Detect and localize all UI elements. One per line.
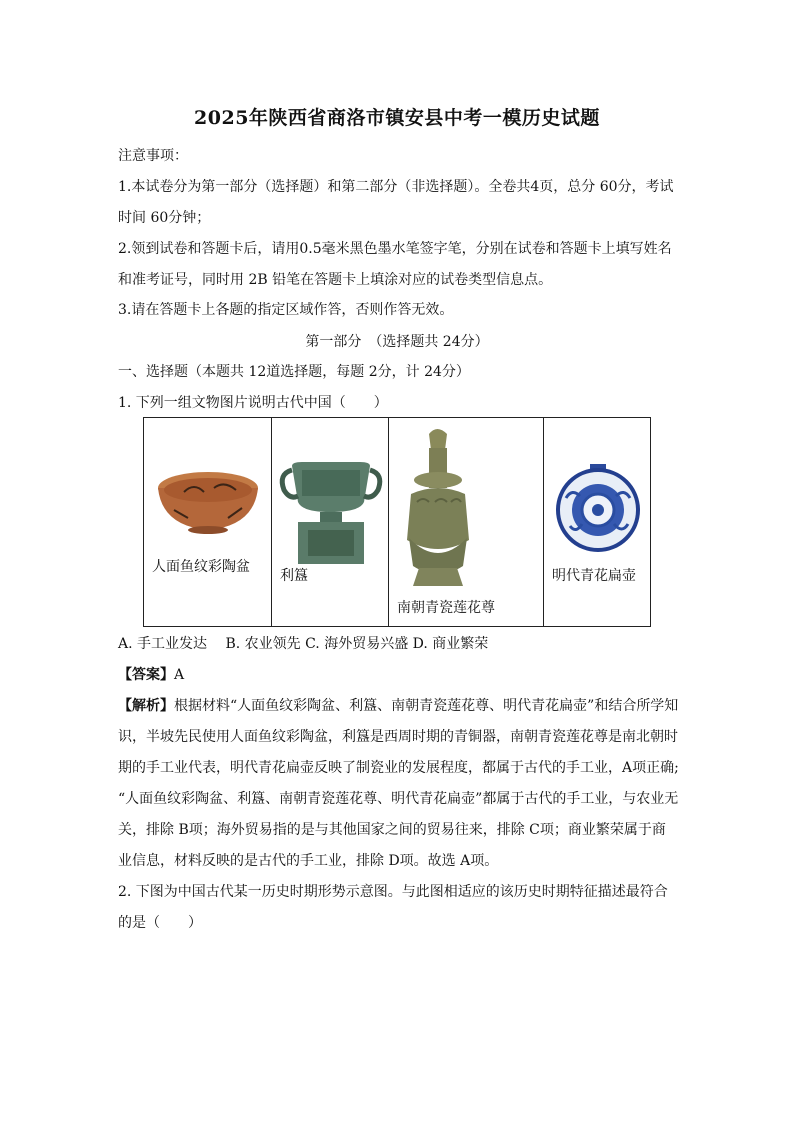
notice-item-2: 2.领到试卷和答题卡后，请用0.5毫米黑色墨水笔签字笔，分别在试卷和答题卡上填写姓名 xyxy=(118,241,672,257)
answer-label: 【答案】 xyxy=(118,667,174,683)
artifact-cell-zun xyxy=(389,418,544,627)
analysis-line-1 xyxy=(118,696,678,716)
analysis-line-5: 关，排除 B项；海外贸易指的是与其他国家之间的贸易往来，排除 C项；商业繁荣属于商 xyxy=(118,822,666,838)
notice-heading: 注意事项： xyxy=(118,148,188,164)
question-2-stem: 2. 下图为中国古代某一历史时期形势示意图。与此图相适应的该历史时期特征描述最符合 xyxy=(118,884,668,900)
analysis-line-3: 期的手工业代表，明代青花扁壶反映了制瓷业的发展程度，都属于古代的手工业，A项正确; xyxy=(118,760,679,776)
analysis-text: 根据材料“人面鱼纹彩陶盆、利簋、南朝青瓷莲花尊、明代青花扁壶”和结合所学知 xyxy=(174,698,679,714)
answer-value: A xyxy=(174,667,185,683)
artifact-cell-pottery xyxy=(144,418,272,627)
page-title: 2025年陕西省商洛市镇安县中考一模历史试题 xyxy=(194,107,600,129)
artifact-caption: 人面鱼纹彩陶盆 xyxy=(152,559,250,575)
notice-item-3: 3.请在答题卡上各题的指定区域作答，否则作答无效。 xyxy=(118,302,454,318)
notice-item-1: 1.本试卷分为第一部分（选择题）和第二部分（非选择题）。全卷共4页，总分 60分，考试 xyxy=(118,179,674,195)
notice-item-1-cont: 时间 60分钟； xyxy=(118,210,211,226)
artifact-cell-flask xyxy=(544,418,651,627)
artifact-caption: 利簋 xyxy=(280,568,308,584)
analysis-line-6: 业信息，材料反映的是古代的手工业，排除 D项。故选 A项。 xyxy=(118,853,499,869)
artifact-cell-gui xyxy=(272,418,389,627)
celadon-lotus-zun-icon xyxy=(389,418,544,626)
blue-white-flask-icon xyxy=(544,418,651,626)
analysis-line-2: 识，半坡先民使用人面鱼纹彩陶盆，利簋是西周时期的青铜器，南朝青瓷莲花尊是南北朝时 xyxy=(118,729,678,745)
painted-pottery-basin-icon xyxy=(144,418,272,626)
artifact-caption: 南朝青瓷莲花尊 xyxy=(397,600,495,616)
question-2-stem-cont: 的是（ ） xyxy=(118,915,202,931)
answer-line xyxy=(118,665,184,685)
analysis-line-4: “人面鱼纹彩陶盆、利簋、南朝青瓷莲花尊、明代青花扁壶”都属于古代的手工业，与农业无 xyxy=(118,791,679,807)
part-heading: 第一部分 （选择题共 24分） xyxy=(305,334,489,350)
question-1-options: A. 手工业发达 B. 农业领先 C. 海外贸易兴盛 D. 商业繁荣 xyxy=(118,636,489,652)
notice-item-2-cont: 和准考证号，同时用 2B 铅笔在答题卡上填涂对应的试卷类型信息点。 xyxy=(118,272,553,288)
artifact-table xyxy=(143,417,651,627)
section-heading: 一、选择题（本题共 12道选择题，每题 2分，计 24分） xyxy=(118,364,470,380)
artifact-caption: 明代青花扁壶 xyxy=(552,568,636,584)
bronze-gui-vessel-icon xyxy=(272,418,389,626)
question-1-stem: 1. 下列一组文物图片说明古代中国（ ） xyxy=(118,395,388,411)
analysis-label: 【解析】 xyxy=(118,698,174,714)
